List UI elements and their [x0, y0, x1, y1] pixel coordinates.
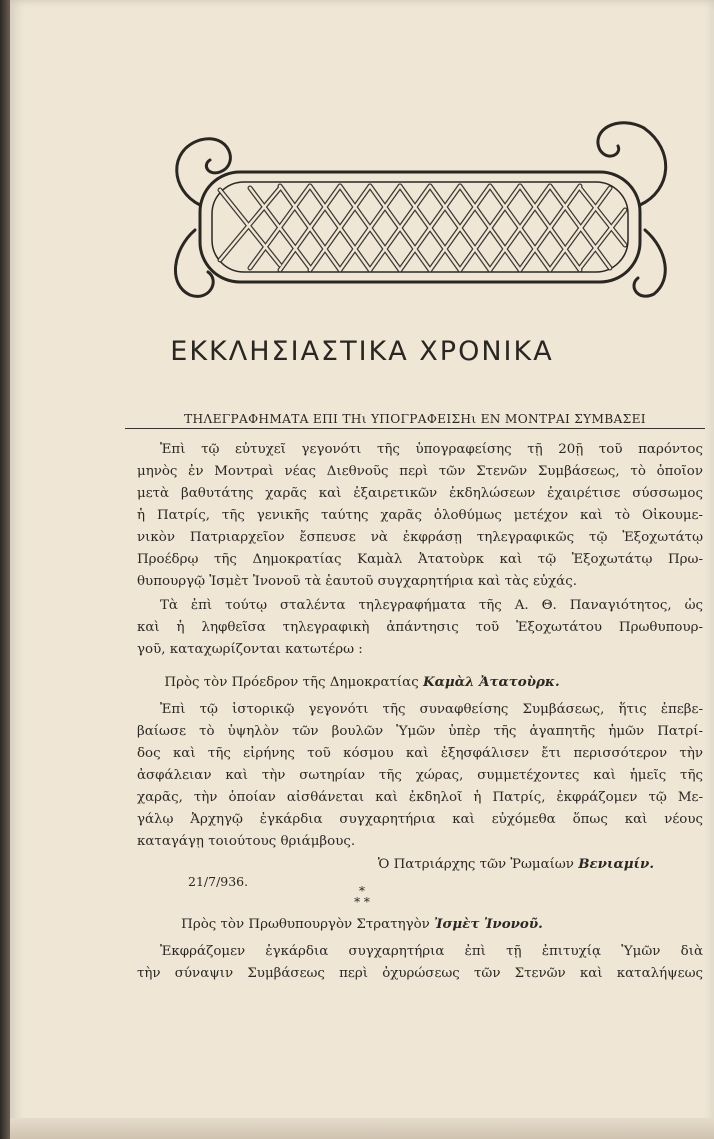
- section-heading: ΤΗΛΕΓΡΑΦΗΜΑΤΑ ΕΠΙ ΤΗι ΥΠΟΓΡΑΦΕΙΣΗι ΕΝ ΜΟΝΤΡΑΙ ΣΥΜΒΑΣΕΙ: [125, 412, 705, 429]
- telegram1-line: καταγάγῃ τοιούτους θριάμβους.: [137, 834, 356, 849]
- telegram2-line: τὴν σύναψιν Συμβάσεως περὶ ὀχυρώσεως τῶν Στενῶν καὶ καταλήψεως: [137, 966, 703, 981]
- intro2-line: γοῦ, καταχωρίζονται κατωτέρω :: [137, 642, 363, 657]
- telegram2-address: [10, 916, 714, 932]
- page-bottom-edge: [10, 1118, 714, 1139]
- separator-top: *: [359, 884, 365, 898]
- intro-line: ἡ Πατρίς, τῆς γενικῆς ταύτης χαρᾶς ὁλοθύμως μετέχον καὶ τὸ Οἰκουμε-: [137, 508, 703, 523]
- telegram1-address-prefix: Πρὸς τὸν Πρόεδρον τῆς Δημοκρατίας: [164, 675, 419, 690]
- telegram1-signature: [378, 856, 654, 872]
- telegram1-line: Ἐπὶ τῷ ἱστορικῷ γεγονότι τῆς συναφθείσης Συμβάσεως, ἥτις ἐπεβε-: [160, 702, 703, 717]
- separator-bottom: * *: [354, 895, 370, 909]
- signature-name: Βενιαμίν.: [578, 856, 654, 872]
- telegram2-address-prefix: Πρὸς τὸν Πρωθυπουργὸν Στρατηγὸν: [181, 917, 430, 932]
- page-title: ΕΚΚΛΗΣΙΑΣΤΙΚΑ ΧΡΟΝΙΚΑ: [170, 336, 554, 367]
- intro-line: μηνὸς ἐν Μοντραὶ νέας Διεθνοῦς περὶ τῶν Στενῶν Συμβάσεως, τὸ ὁποῖον: [137, 464, 703, 479]
- telegram2-address-name: Ἰσμὲτ Ἰνονοῦ.: [434, 916, 543, 932]
- telegram1-address: [10, 674, 714, 690]
- intro-line: θυπουργῷ Ἰσμὲτ Ἰνονοῦ τὰ ἑαυτοῦ συγχαρητήρια καὶ τὰς εὐχάς.: [137, 574, 577, 589]
- page-binding-edge: [0, 0, 10, 1139]
- telegram1-line: ἀσφάλειαν καὶ τὴν σωτηρίαν τῆς χώρας, συμμετέχοντες καὶ ἡμεῖς τῆς: [137, 768, 703, 783]
- telegram1-address-name: Καμὰλ Ἀτατοὺρκ.: [422, 674, 560, 690]
- document-page: [10, 0, 714, 1139]
- intro2-line: καὶ ἡ ληφθεῖσα τηλεγραφικὴ ἀπάντησις τοῦ Ἐξοχωτάτου Πρωθυπουρ-: [137, 620, 703, 635]
- intro-line: Προέδρῳ τῆς Δημοκρατίας Καμὰλ Ἀτατοὺρκ καὶ τῷ Ἐξοχωτάτῳ Πρω-: [137, 552, 703, 567]
- knot-ornament-icon: [160, 110, 680, 300]
- intro-line: Ἐπὶ τῷ εὐτυχεῖ γεγονότι τῆς ὑπογραφείσης τῇ 20ῇ τοῦ παρόντος: [160, 442, 703, 457]
- intro-line: νικὸν Πατριαρχεῖον ἔσπευσε νὰ ἐκφράσῃ τηλεγραφικῶς τῷ Ἐξοχωτάτῳ: [137, 530, 703, 545]
- telegram1-line: γάλῳ Ἀρχηγῷ ἐγκάρδια συγχαρητήρια καὶ εὐχόμεθα ὅπως καὶ νέους: [137, 812, 703, 827]
- telegram2-line: Ἐκφράζομεν ἐγκάρδια συγχαρητήρια ἐπὶ τῇ ἐπιτυχίᾳ Ὑμῶν διὰ: [160, 944, 703, 959]
- intro2-line: Τὰ ἐπὶ τούτῳ σταλέντα τηλεγραφήματα τῆς Α. Θ. Παναγιότητος, ὡς: [160, 598, 703, 613]
- telegram1-line: χαρᾶς, τὴν ὁποίαν αἰσθάνεται καὶ ἐκδηλοῖ ἡ Πατρίς, ἐκφράζομεν τῷ Με-: [137, 790, 703, 805]
- telegram1-line: δος καὶ τῆς εἰρήνης τοῦ κόσμου καὶ ἐξησφάλισεν ἔτι περισσότερον τὴν: [137, 746, 703, 761]
- telegram1-line: βαίωσε τὸ ὑψηλὸν τῶν βουλῶν Ὑμῶν ὑπὲρ τῆς ἀγαπητῆς ἡμῶν Πατρί-: [137, 724, 703, 739]
- intro-line: μετὰ βαθυτάτης χαρᾶς καὶ ἐξαιρετικῶν ἐκδηλώσεων ἐχαιρέτισε σύσσωμος: [137, 486, 703, 501]
- signature-prefix: Ὁ Πατριάρχης τῶν Ῥωμαίων: [377, 857, 574, 872]
- telegram1-date: 21/7/936.: [188, 874, 249, 889]
